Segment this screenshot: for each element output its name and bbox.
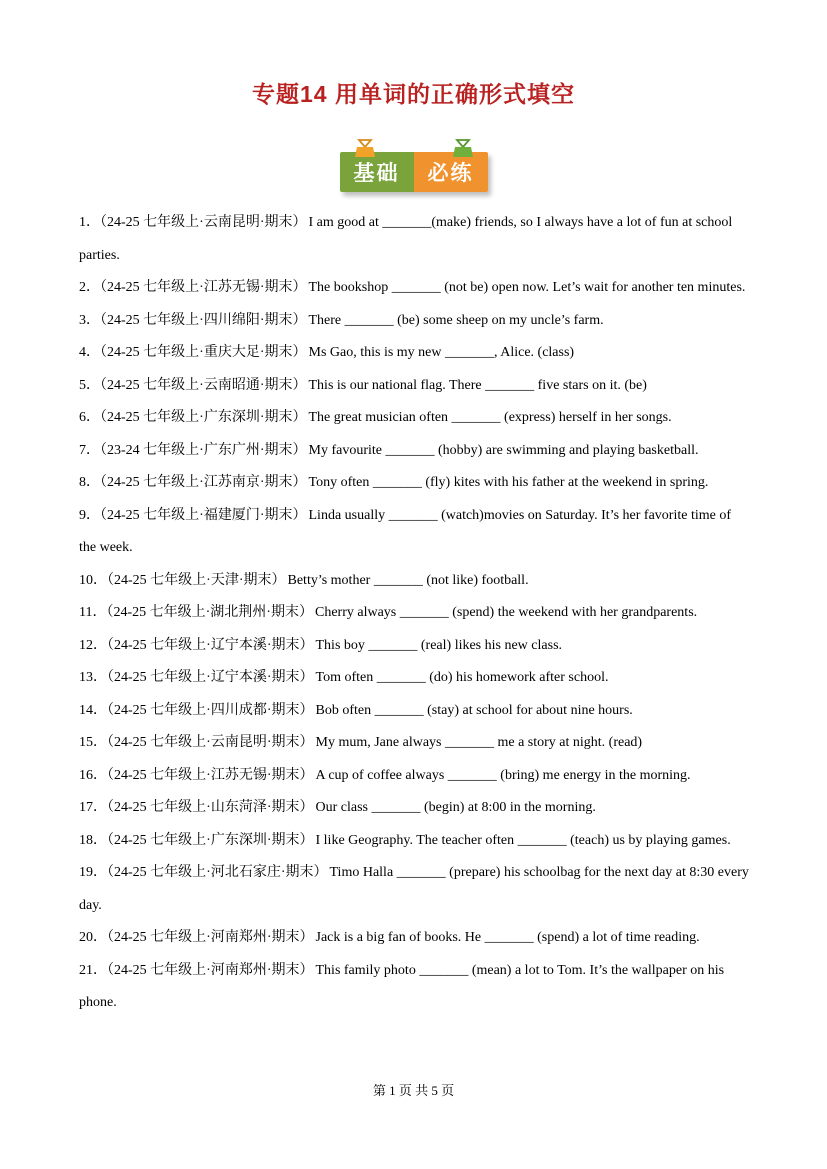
question-number: 3． (79, 312, 100, 328)
question-item (79, 955, 751, 1020)
question-source: （24-25 七年级上·山东菏泽·期末） (107, 800, 314, 815)
question-number: 13． (79, 670, 107, 685)
question-text: There _______ (be) some sheep on my uncle’s farm. (308, 312, 604, 328)
question-item (79, 500, 751, 565)
question-text: A cup of coffee always _______ (bring) me energy in the morning. (315, 767, 691, 783)
question-source: （24-25 七年级上·云南昆明·期末） (107, 735, 314, 750)
question-number: 16． (79, 767, 107, 783)
question-item (79, 825, 751, 858)
question-number: 19． (79, 865, 107, 880)
question-source: （24-25 七年级上·天津·期末） (107, 572, 286, 588)
question-number: 14． (79, 702, 107, 718)
question-item (79, 565, 751, 598)
question-item (79, 337, 751, 370)
question-source: （24-25 七年级上·江苏无锡·期末） (107, 767, 314, 783)
question-item (79, 727, 751, 760)
question-item (79, 760, 751, 793)
question-text: The great musician often _______ (express) herself in her songs. (308, 410, 672, 425)
question-number: 8． (79, 475, 100, 490)
question-text: Betty’s mother _______ (not like) football. (287, 572, 529, 588)
question-source: （24-25 七年级上·四川成都·期末） (107, 702, 314, 718)
page-number: 第 1 页 共 5 页 (372, 1083, 455, 1098)
question-item (79, 922, 751, 955)
question-text: Jack is a big fan of books. He _______ (spend) a lot of time reading. (315, 930, 700, 945)
question-text: I am good at _______(make) friends, so I always have a lot of fun at school parties. (79, 215, 733, 263)
question-number: 1． (79, 215, 100, 230)
question-text: I like Geography. The teacher often _______ (teach) us by playing games. (315, 832, 731, 848)
question-source: （24-25 七年级上·河南郑州·期末） (107, 930, 314, 945)
question-number: 21． (79, 962, 107, 978)
question-text: This family photo _______ (mean) a lot to Tom. It’s the wallpaper on his phone. (79, 962, 725, 1010)
question-source: （24-25 七年级上·福建厦门·期末） (100, 507, 307, 523)
question-item (79, 695, 751, 728)
question-item (79, 467, 751, 500)
question-text: Timo Halla _______ (prepare) his schoolbag for the next day at 8:30 every day. (79, 865, 749, 913)
question-number: 7． (79, 442, 100, 458)
question-number: 2． (79, 280, 100, 295)
question-item (79, 792, 751, 825)
question-number: 9． (79, 507, 100, 523)
question-source: （24-25 七年级上·湖北荆州·期末） (106, 605, 313, 620)
question-item (79, 207, 751, 272)
question-number: 20． (79, 930, 107, 945)
question-text: My favourite _______ (hobby) are swimming and playing basketball. (308, 442, 699, 458)
question-text: My mum, Jane always _______ me a story at night. (read) (315, 735, 643, 750)
question-text: This boy _______ (real) likes his new class. (315, 637, 563, 653)
question-source: （24-25 七年级上·辽宁本溪·期末） (107, 637, 314, 653)
question-source: （24-25 七年级上·云南昭通·期末） (100, 377, 307, 393)
question-number: 10． (79, 572, 107, 588)
question-number: 15． (79, 735, 107, 750)
question-text: This is our national flag. There _______ five stars on it. (be) (308, 377, 647, 393)
question-text: Ms Gao, this is my new _______, Alice. (class) (308, 345, 575, 360)
question-source: （24-25 七年级上·广东深圳·期末） (100, 410, 307, 425)
binder-clip-icon (352, 138, 378, 160)
question-number: 5． (79, 377, 100, 393)
question-number: 12． (79, 637, 107, 653)
question-number: 11． (79, 605, 107, 620)
question-source: （24-25 七年级上·河南郑州·期末） (107, 962, 314, 978)
question-source: （24-25 七年级上·辽宁本溪·期末） (107, 670, 314, 685)
question-number: 17． (79, 800, 107, 815)
question-source: （24-25 七年级上·河北石家庄·期末） (107, 865, 328, 880)
question-item (79, 402, 751, 435)
question-number: 6． (79, 410, 100, 425)
question-number: 4． (79, 345, 100, 360)
question-item (79, 857, 751, 922)
question-text: Linda usually _______ (watch)movies on Saturday. It’s her favorite time of the week. (79, 507, 731, 555)
question-text: The bookshop _______ (not be) open now. Let’s wait for another ten minutes. (308, 280, 746, 295)
question-source: （24-25 七年级上·四川绵阳·期末） (100, 312, 307, 328)
question-text: Tony often _______ (fly) kites with his father at the weekend in spring. (308, 475, 709, 490)
question-item (79, 435, 751, 468)
question-source: （24-25 七年级上·重庆大足·期末） (100, 345, 307, 360)
question-number: 18． (79, 832, 107, 848)
badge-practice-label: 必练 (414, 152, 488, 192)
question-item (79, 370, 751, 403)
question-item (79, 597, 751, 630)
question-list (79, 207, 751, 1020)
question-source: （23-24 七年级上·广东广州·期末） (100, 442, 307, 458)
question-source: （24-25 七年级上·云南昆明·期末） (100, 215, 307, 230)
topic-badge (340, 152, 488, 192)
question-item (79, 630, 751, 663)
binder-clip-icon (450, 138, 476, 160)
page-title: 专题14 用单词的正确形式填空 (252, 81, 575, 107)
question-text: Our class _______ (begin) at 8:00 in the morning. (315, 800, 596, 815)
question-source: （24-25 七年级上·广东深圳·期末） (107, 832, 314, 848)
question-text: Cherry always _______ (spend) the weekend with her grandparents. (314, 605, 698, 620)
badge-basic-label: 基础 (340, 152, 414, 192)
question-item (79, 272, 751, 305)
question-source: （24-25 七年级上·江苏无锡·期末） (100, 280, 307, 295)
question-item (79, 305, 751, 338)
question-text: Bob often _______ (stay) at school for about nine hours. (315, 702, 633, 718)
question-text: Tom often _______ (do) his homework after school. (315, 670, 609, 685)
question-source: （24-25 七年级上·江苏南京·期末） (100, 475, 307, 490)
question-item (79, 662, 751, 695)
